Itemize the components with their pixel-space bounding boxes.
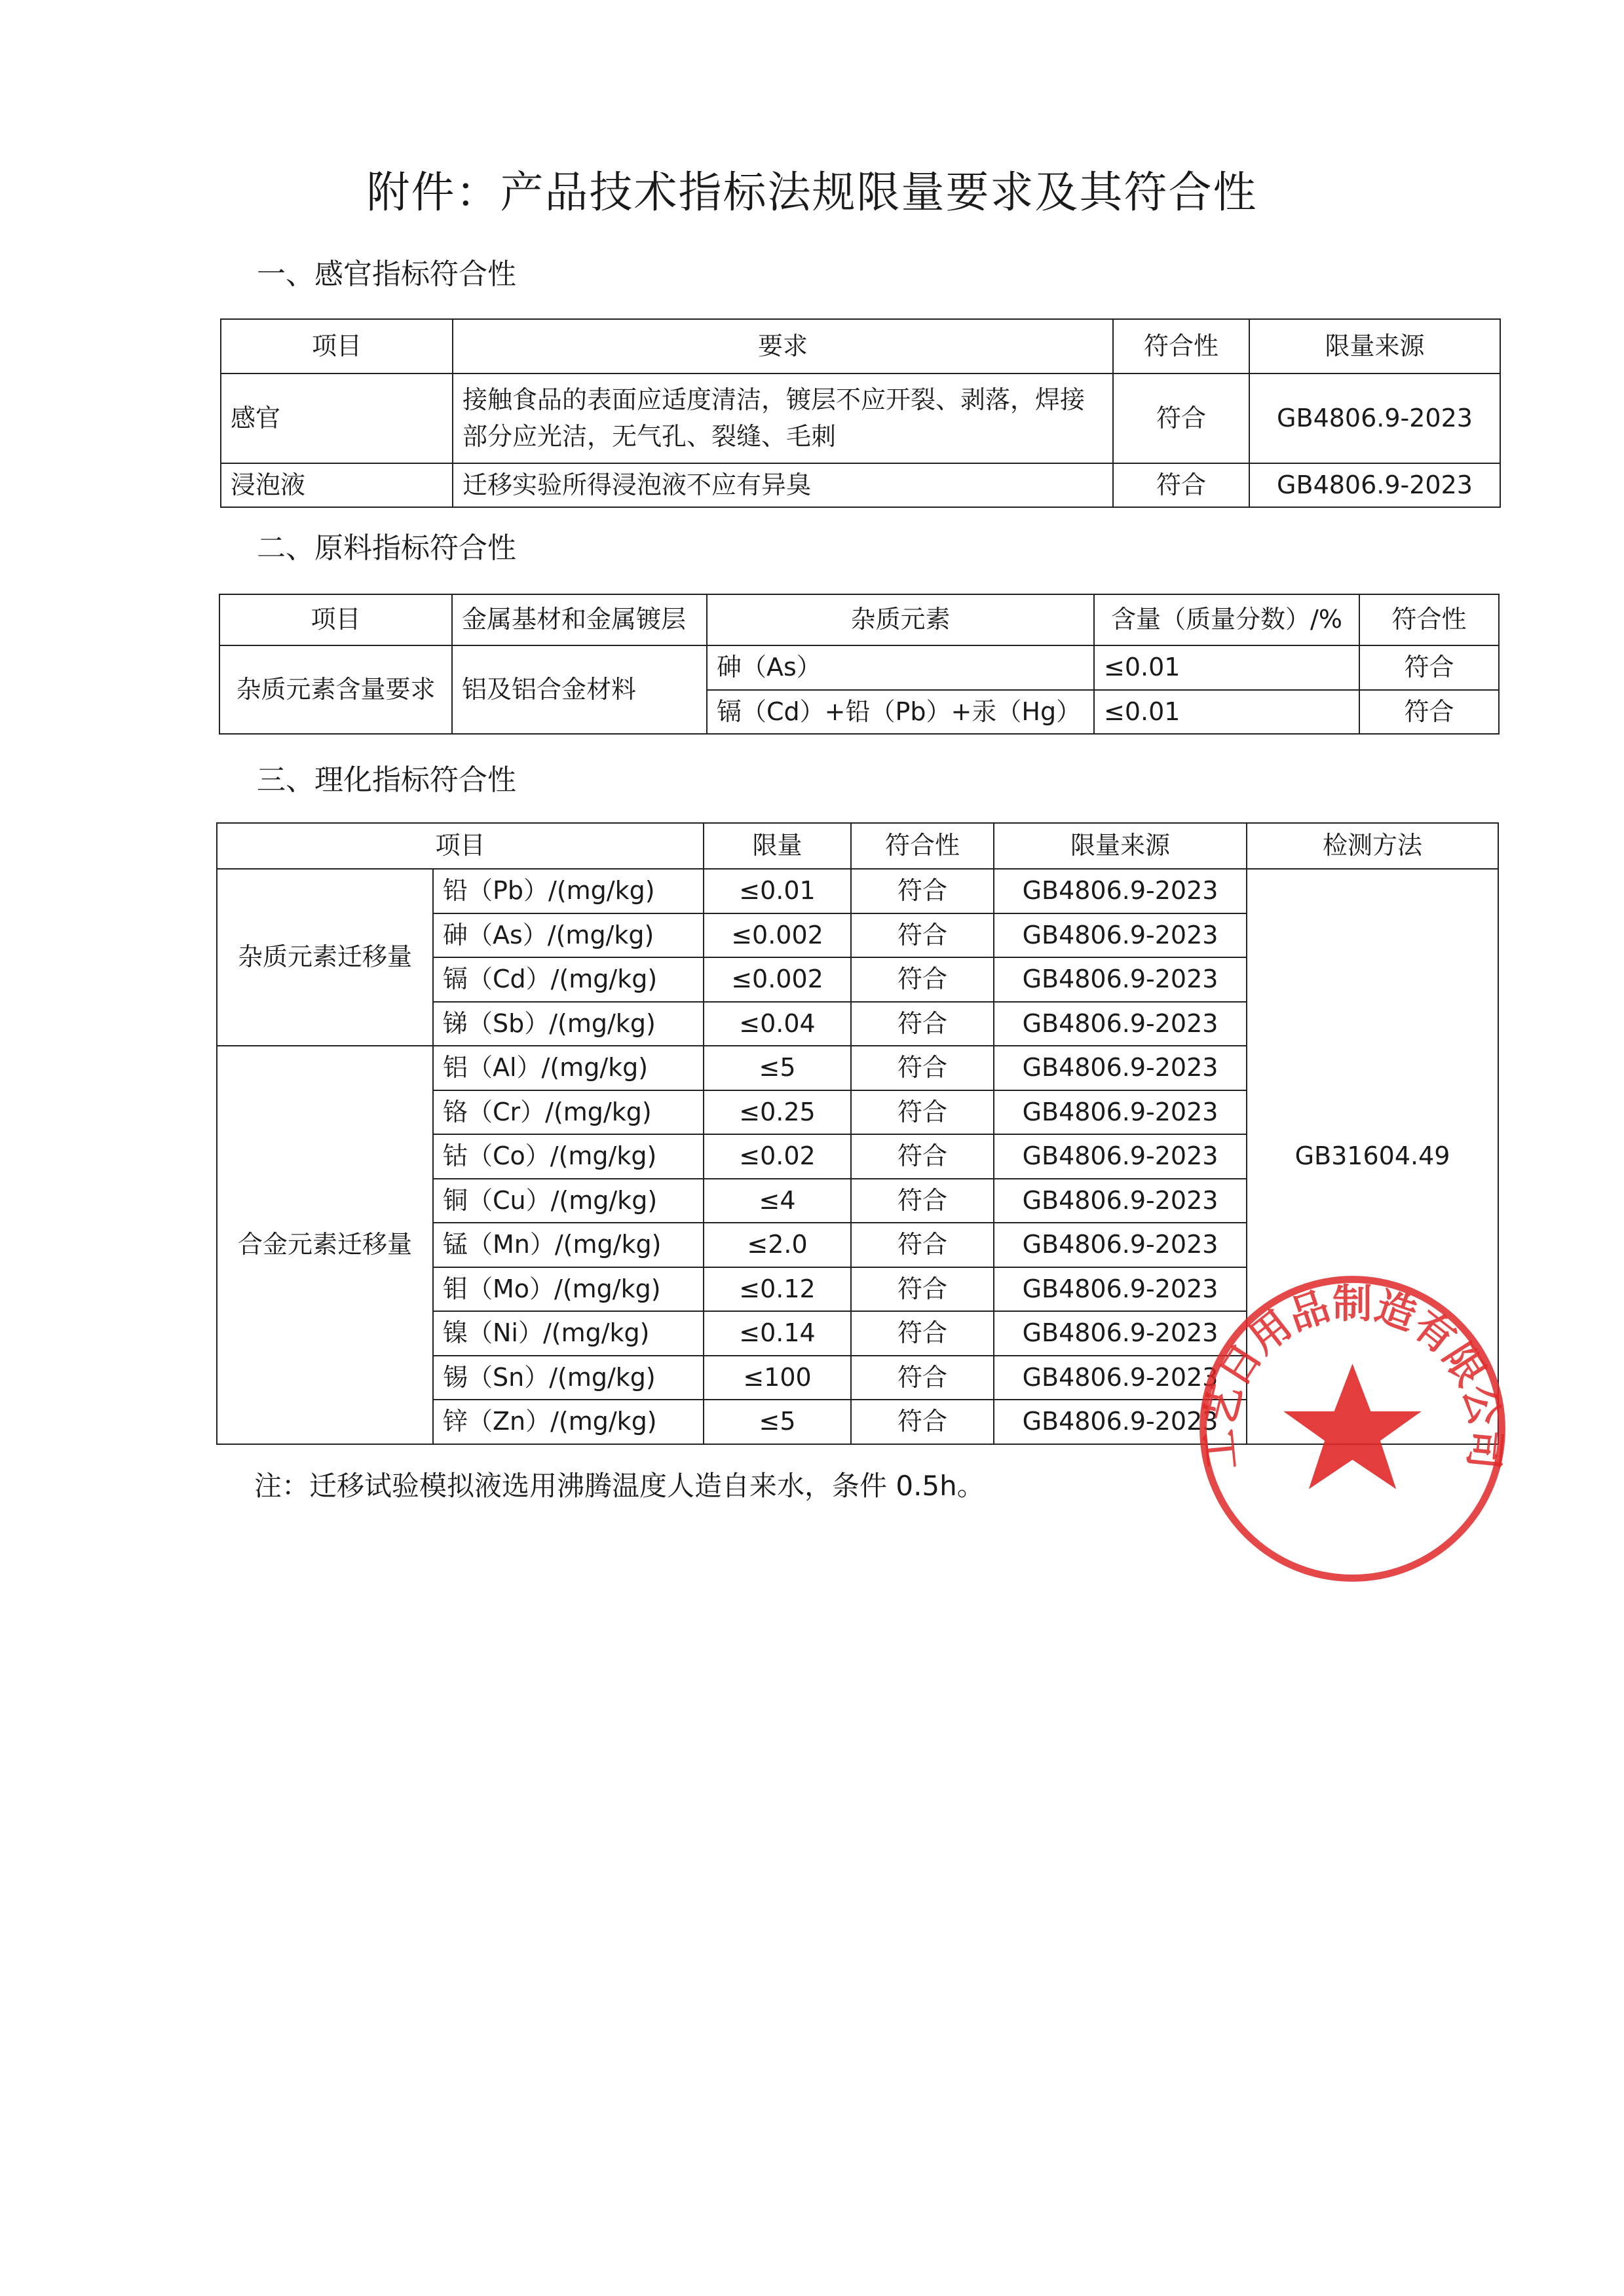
conformity-cell: 符合 bbox=[851, 1356, 994, 1400]
element-cell: 镉（Cd）+铅（Pb）+汞（Hg） bbox=[707, 690, 1094, 734]
material-cell: 铝及铝合金材料 bbox=[452, 645, 707, 734]
source-cell: GB4806.9-2023 bbox=[994, 1046, 1247, 1090]
limit-cell: ≤5 bbox=[704, 1046, 851, 1090]
limit-cell: ≤2.0 bbox=[704, 1223, 851, 1267]
item-cell: 感官 bbox=[221, 373, 453, 463]
item-cell: 铝（Al）/(mg/kg) bbox=[433, 1046, 704, 1090]
header-cell: 杂质元素 bbox=[707, 594, 1094, 645]
item-cell: 铬（Cr）/(mg/kg) bbox=[433, 1090, 704, 1135]
section-heading-raw-material: 二、原料指标符合性 bbox=[257, 531, 516, 565]
item-cell: 钴（Co）/(mg/kg) bbox=[433, 1134, 704, 1179]
conformity-cell: 符合 bbox=[851, 1046, 994, 1090]
source-cell: GB4806.9-2023 bbox=[994, 1356, 1247, 1400]
conformity-cell: 符合 bbox=[851, 1267, 994, 1312]
source-cell: GB4806.9-2023 bbox=[994, 1223, 1247, 1267]
header-cell: 限量来源 bbox=[1249, 319, 1500, 373]
conformity-cell: 符合 bbox=[851, 1311, 994, 1356]
header-cell: 符合性 bbox=[1359, 594, 1499, 645]
conformity-cell: 符合 bbox=[1359, 690, 1499, 734]
section-heading-sensory: 一、感官指标符合性 bbox=[257, 258, 516, 291]
physicochemical-table bbox=[216, 822, 1499, 1445]
item-cell: 砷（As）/(mg/kg) bbox=[433, 913, 704, 958]
limit-cell: ≤5 bbox=[704, 1400, 851, 1444]
limit-cell: ≤0.04 bbox=[704, 1002, 851, 1046]
item-cell: 锰（Mn）/(mg/kg) bbox=[433, 1223, 704, 1267]
header-cell: 限量来源 bbox=[994, 823, 1247, 869]
group-cell: 杂质元素迁移量 bbox=[217, 869, 433, 1046]
limit-cell: ≤0.14 bbox=[704, 1311, 851, 1356]
limit-cell: ≤0.25 bbox=[704, 1090, 851, 1135]
source-cell: GB4806.9-2023 bbox=[994, 1267, 1247, 1312]
header-cell: 限量 bbox=[704, 823, 851, 869]
item-cell: 钼（Mo）/(mg/kg) bbox=[433, 1267, 704, 1312]
conformity-cell: 符合 bbox=[851, 913, 994, 958]
conformity-cell: 符合 bbox=[851, 957, 994, 1002]
item-cell: 锑（Sb）/(mg/kg) bbox=[433, 1002, 704, 1046]
limit-cell: ≤0.12 bbox=[704, 1267, 851, 1312]
header-cell: 要求 bbox=[453, 319, 1113, 373]
conformity-cell: 符合 bbox=[851, 869, 994, 913]
conformity-cell: 符合 bbox=[851, 1400, 994, 1444]
source-cell: GB4806.9-2023 bbox=[994, 1134, 1247, 1179]
header-cell: 含量（质量分数）/% bbox=[1094, 594, 1359, 645]
item-cell: 镉（Cd）/(mg/kg) bbox=[433, 957, 704, 1002]
header-cell: 项目 bbox=[219, 594, 452, 645]
conformity-cell: 符合 bbox=[1113, 463, 1249, 507]
header-cell: 项目 bbox=[221, 319, 453, 373]
requirement-cell: 接触食品的表面应适度清洁，镀层不应开裂、剥落，焊接部分应光洁，无气孔、裂缝、毛刺 bbox=[453, 373, 1113, 463]
source-cell: GB4806.9-2023 bbox=[994, 1002, 1247, 1046]
item-cell: 锌（Zn）/(mg/kg) bbox=[433, 1400, 704, 1444]
group-cell: 合金元素迁移量 bbox=[217, 1046, 433, 1444]
item-cell: 铜（Cu）/(mg/kg) bbox=[433, 1179, 704, 1223]
header-cell: 符合性 bbox=[851, 823, 994, 869]
source-cell: GB4806.9-2023 bbox=[994, 1090, 1247, 1135]
limit-cell: ≤4 bbox=[704, 1179, 851, 1223]
sensory-table bbox=[220, 318, 1501, 508]
header-cell: 项目 bbox=[217, 823, 704, 869]
source-cell: GB4806.9-2023 bbox=[994, 1400, 1247, 1444]
conformity-cell: 符合 bbox=[1359, 645, 1499, 690]
requirement-cell: 迁移实验所得浸泡液不应有异臭 bbox=[453, 463, 1113, 507]
source-cell: GB4806.9-2023 bbox=[994, 869, 1247, 913]
item-cell: 铅（Pb）/(mg/kg) bbox=[433, 869, 704, 913]
conformity-cell: 符合 bbox=[851, 1090, 994, 1135]
header-cell: 检测方法 bbox=[1247, 823, 1498, 869]
page-title: 附件：产品技术指标法规限量要求及其符合性 bbox=[366, 167, 1258, 218]
source-cell: GB4806.9-2023 bbox=[994, 1311, 1247, 1356]
item-cell: 锡（Sn）/(mg/kg) bbox=[433, 1356, 704, 1400]
method-cell: GB31604.49 bbox=[1247, 869, 1498, 1444]
header-cell: 金属基材和金属镀层 bbox=[452, 594, 707, 645]
raw-material-table bbox=[219, 594, 1500, 735]
seal-text: 工艺日用品制造有限公司 bbox=[1196, 1281, 1509, 1472]
item-cell: 镍（Ni）/(mg/kg) bbox=[433, 1311, 704, 1356]
content-cell: ≤0.01 bbox=[1094, 690, 1359, 734]
source-cell: GB4806.9-2023 bbox=[994, 1179, 1247, 1223]
conformity-cell: 符合 bbox=[851, 1223, 994, 1267]
limit-cell: ≤0.002 bbox=[704, 957, 851, 1002]
footnote: 注：迁移试验模拟液选用沸腾温度人造自来水，条件 0.5h。 bbox=[254, 1470, 985, 1502]
limit-cell: ≤100 bbox=[704, 1356, 851, 1400]
element-cell: 砷（As） bbox=[707, 645, 1094, 690]
conformity-cell: 符合 bbox=[851, 1179, 994, 1223]
section-heading-physicochemical: 三、理化指标符合性 bbox=[257, 763, 516, 797]
source-cell: GB4806.9-2023 bbox=[1249, 463, 1500, 507]
limit-cell: ≤0.01 bbox=[704, 869, 851, 913]
conformity-cell: 符合 bbox=[851, 1002, 994, 1046]
source-cell: GB4806.9-2023 bbox=[1249, 373, 1500, 463]
item-cell: 浸泡液 bbox=[221, 463, 453, 507]
item-cell: 杂质元素含量要求 bbox=[219, 645, 452, 734]
limit-cell: ≤0.02 bbox=[704, 1134, 851, 1179]
source-cell: GB4806.9-2023 bbox=[994, 913, 1247, 958]
header-cell: 符合性 bbox=[1113, 319, 1249, 373]
content-cell: ≤0.01 bbox=[1094, 645, 1359, 690]
limit-cell: ≤0.002 bbox=[704, 913, 851, 958]
conformity-cell: 符合 bbox=[1113, 373, 1249, 463]
conformity-cell: 符合 bbox=[851, 1134, 994, 1179]
source-cell: GB4806.9-2023 bbox=[994, 957, 1247, 1002]
